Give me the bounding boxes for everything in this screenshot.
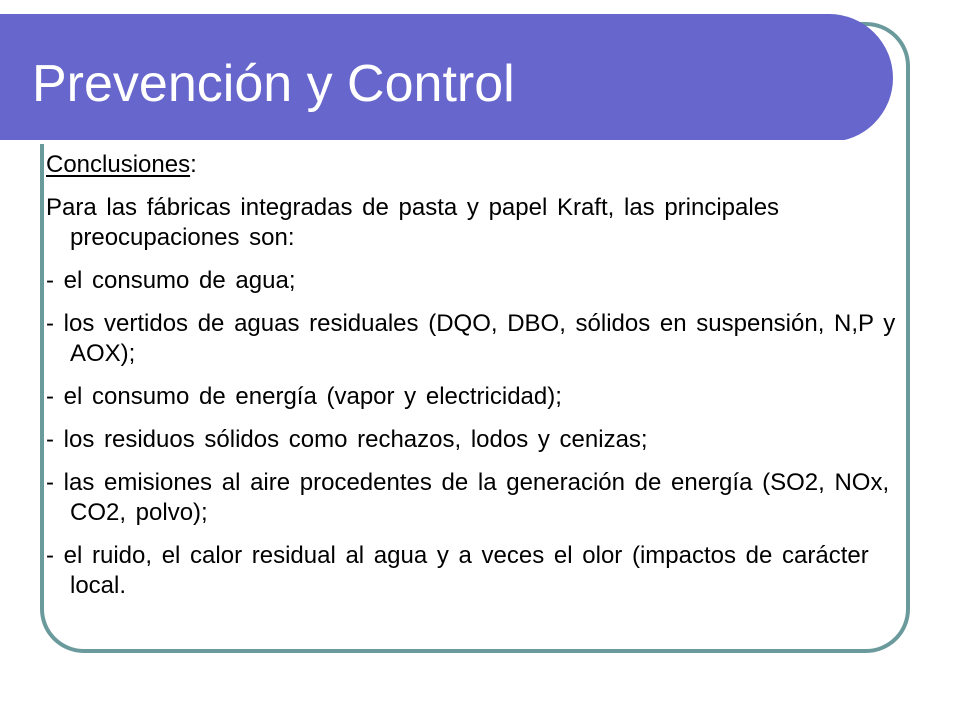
slide-title: Prevención y Control <box>32 55 515 113</box>
title-underline <box>0 140 848 144</box>
title-bar <box>0 14 893 142</box>
bullet-energy-consumption: - el consumo de energía (vapor y electricidad); <box>46 383 562 410</box>
bullet-wastewater: - los vertidos de aguas residuales (DQO, DBO, sólidos en suspensión, N,P y AOX); <box>46 310 896 367</box>
conclusions-heading <box>46 150 922 180</box>
slide-content <box>46 150 922 614</box>
conclusions-colon: : <box>190 151 197 178</box>
conclusions-label: Conclusiones <box>46 151 191 178</box>
paragraph-intro: Para las fábricas integradas de pasta y papel Kraft, las principales preocupaciones son: <box>46 194 780 251</box>
bullet-air-emissions: - las emisiones al aire procedentes de la generación de energía (SO2, NOx, CO2, polvo); <box>46 469 890 526</box>
bullet-solid-waste: - los residuos sólidos como rechazos, lodos y cenizas; <box>46 426 648 453</box>
bullet-noise-heat-odor: - el ruido, el calor residual al agua y a veces el olor (impactos de carácter local. <box>46 542 869 599</box>
bullet-water-consumption: - el consumo de agua; <box>46 267 296 294</box>
